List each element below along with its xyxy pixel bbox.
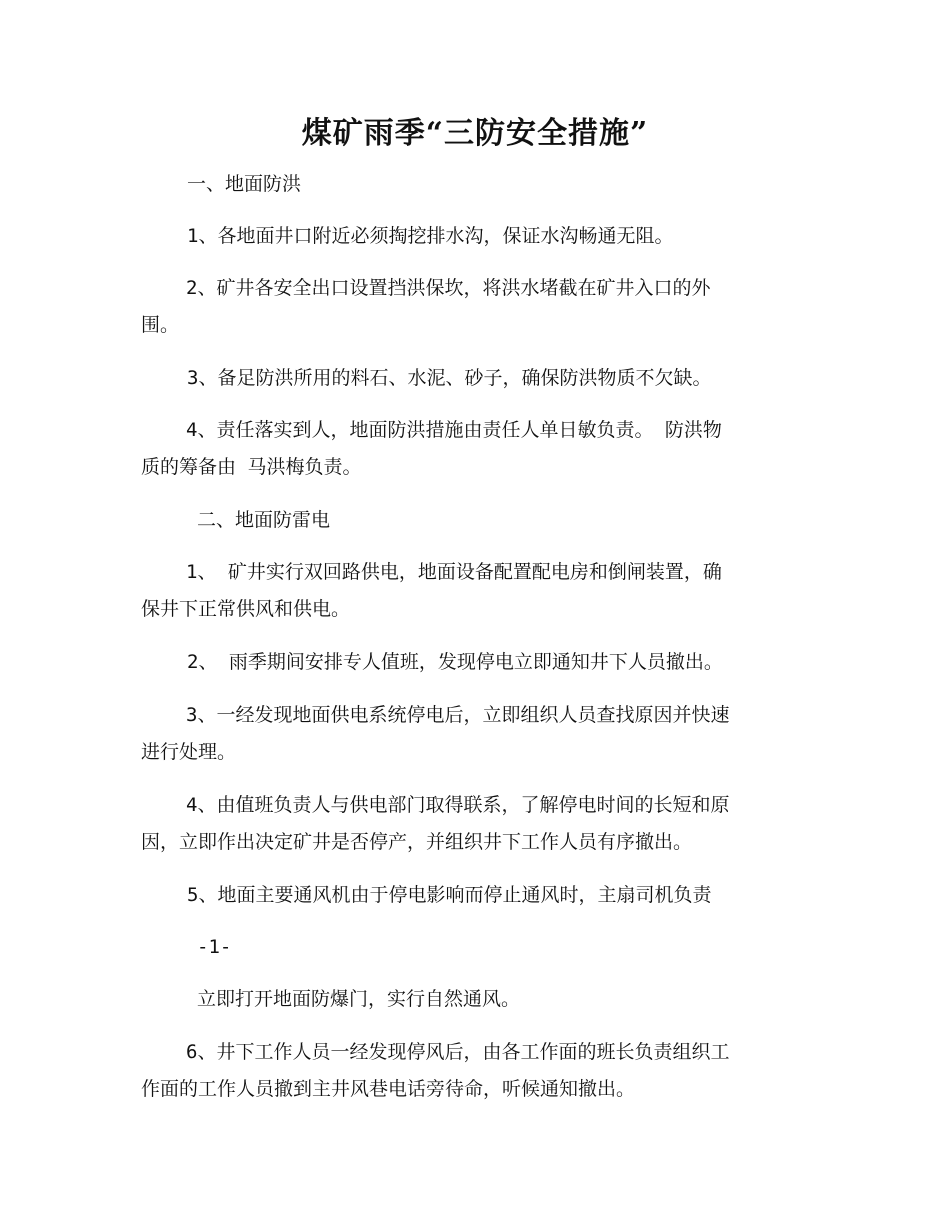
paragraph-s1-3: 3、备足防洪所用的料石、水泥、砂子，确保防洪物质不欠缺。: [187, 367, 712, 389]
paragraph-line: 6、井下工作人员一经发现停风后，由各工作面的班长负责组织工: [186, 1041, 730, 1063]
paragraph-line: 2、矿井各安全出口设置挡洪保坎，将洪水堵截在矿井入口的外: [186, 277, 711, 299]
paragraph-line: 4、责任落实到人，地面防洪措施由责任人单日敏负责。 防洪物: [186, 419, 722, 441]
page-number: -1-: [197, 936, 232, 958]
paragraph-s2-6: [141, 1040, 811, 1101]
paragraph-s2-5: 5、地面主要通风机由于停电影响而停止通风时，主扇司机负责: [187, 884, 712, 906]
paragraph-s2-3: [141, 703, 811, 764]
document-title: 煤矿雨季“三防安全措施”: [301, 116, 649, 151]
paragraph-s2-2: 2、 雨季期间安排专人值班，发现停电立即通知井下人员撤出。: [187, 651, 723, 673]
paragraph-line: 作面的工作人员撤到主井风巷电话旁待命，听候通知撤出。: [141, 1078, 636, 1100]
paragraph-s2-1: [141, 560, 811, 621]
paragraph-s2-4: [141, 793, 811, 854]
section-heading-lightning: 二、地面防雷电: [197, 509, 331, 531]
paragraph-s1-1: 1、各地面井口附近必须掏挖排水沟，保证水沟畅通无阻。: [187, 225, 674, 247]
paragraph-s1-2: [141, 276, 811, 337]
paragraph-line: 保井下正常供风和供电。: [141, 598, 351, 620]
paragraph-s1-4: [141, 418, 811, 479]
paragraph-line: 质的筹备由 马洪梅负责。: [141, 456, 362, 478]
paragraph-line: 1、 矿井实行双回路供电，地面设备配置配电房和倒闸装置，确: [186, 561, 722, 583]
paragraph-line: 3、一经发现地面供电系统停电后，立即组织人员查找原因并快速: [186, 704, 730, 726]
paragraph-line: 进行处理。: [141, 741, 237, 763]
paragraph-line: 4、由值班负责人与供电部门取得联系，了解停电时间的长短和原: [186, 794, 730, 816]
paragraph-line: 围。: [141, 314, 180, 336]
section-heading-flood: 一、地面防洪: [187, 173, 302, 195]
paragraph-s2-5-continued: 立即打开地面防爆门，实行自然通风。: [197, 988, 521, 1010]
paragraph-line: 因，立即作出决定矿井是否停产，并组织井下工作人员有序撤出。: [141, 831, 693, 853]
